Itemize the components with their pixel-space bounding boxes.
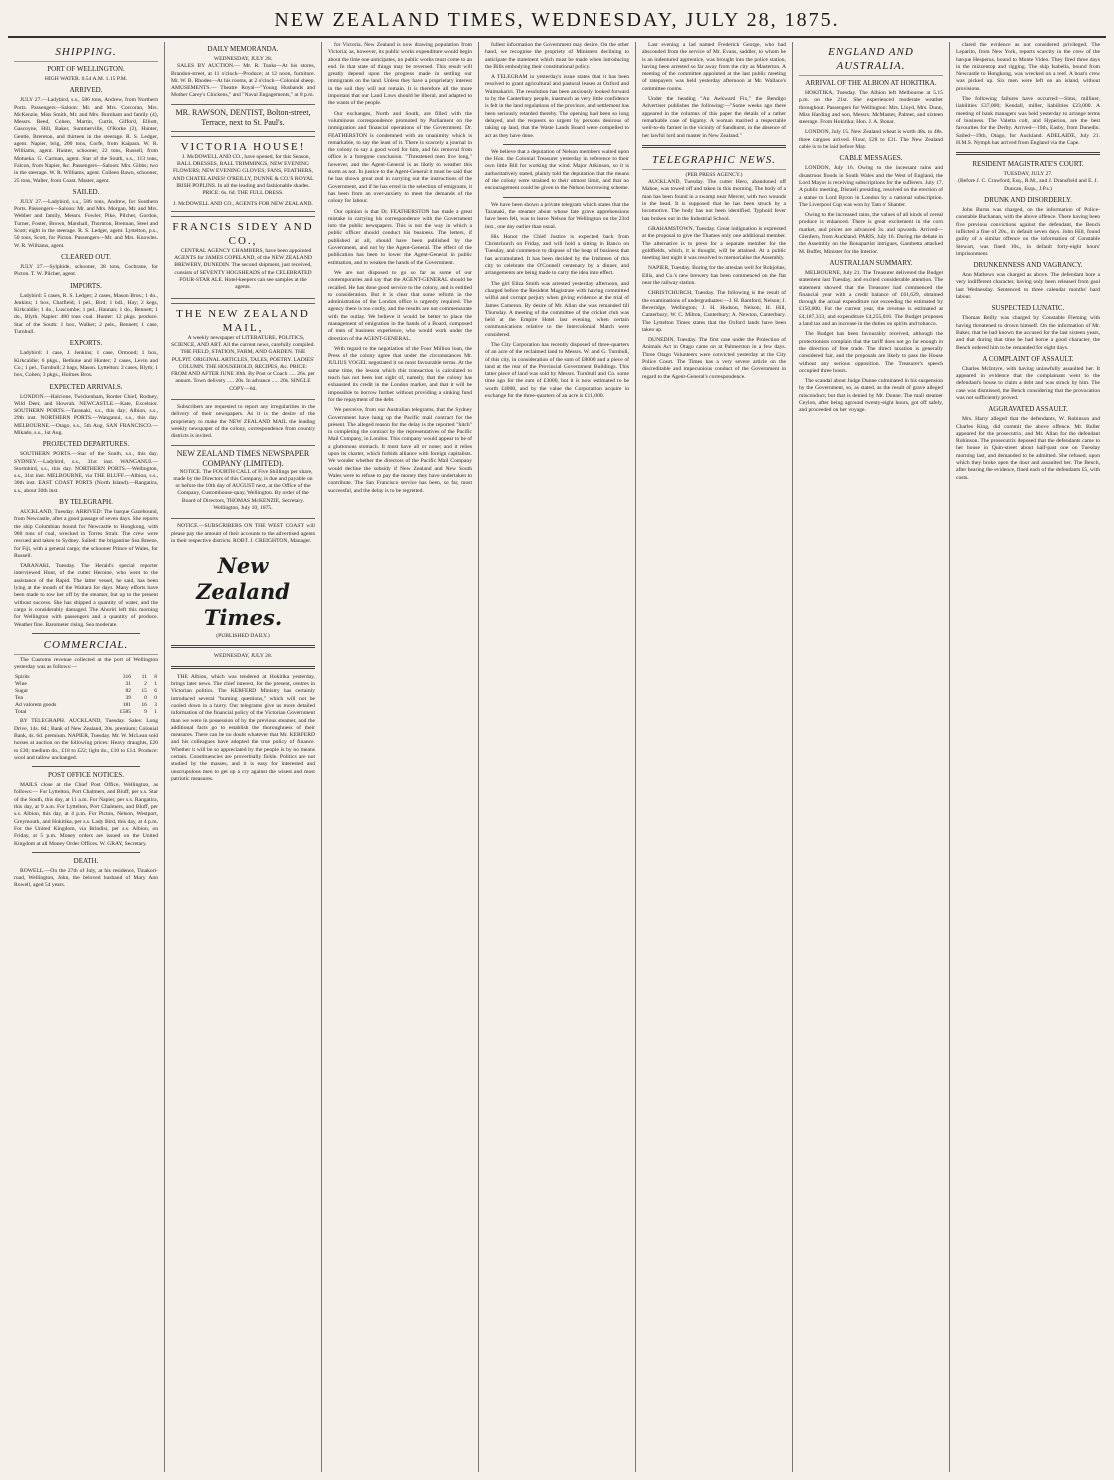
article-paragraph: A TELEGRAM in yesterday's issue states that it has been resolved to grant agricultural and pastoral leases at Oxford and Waimakariri. The resolution has been anxiously looked forward to by the Canterbury people, inasmuch as very little confidence is felt in the land regulations of the province, and settlement has been seriously retarded thereby. The opening had been so long delayed, and the requests so urgent by persons desirous of taking up land, that the Waste Lands Board were compelled to act as they have done. [485,74,629,139]
article-paragraph: Our opinion is that Dr. FEATHERSTON has made a great mistake in carrying his correspondence with the Government into the public newspapers. This is not the way in which a public officer should conduct his business. The letters, if published at all, should have been published by the Government, and not by the Agent-General. The effect of the publication has been to lower the Agent-General in public estimation, and to weaken the hands of the Government. [328,208,472,266]
press-agency: (PER PRESS AGENCY.) [685,171,743,178]
customs-amount: 316 [122,674,132,681]
article-paragraph: for Victoria. New Zealand is now drawing population from Victoria; as, however, its public works expenditure would begin about the time one anticipates, no public works must come to an end. In that state of things may be reversed. This result will greatly depend upon the progress made in settling our immigrants on the land. Unless they have a proprietary interest in the soil they will not remain. It is therefore all the more important that our Land Laws should be liberal, and adapted to the wants of the people. [328,42,472,107]
imports-text: Ladybird: 5 cases, R. S. Ledger; 2 cases, Mason Bros.; 1 do., Jenkins; 1 box, Chatfield; 1 pel., Bird; 1 bdl., Hay; 2 kegs, Kirkcaldie; 1 do., Luscombe; 1 pel., Hannan; 1 do., Bennett; 1 do., Blyth. Napier: 480 tons coal. Hunter: 12 pkgs. produce. Star of the South: 1 box, Walker; 2 pels., Bennett; 1 case, Turnbull. [14,292,158,336]
column-7 [950,42,1106,1472]
vagrancy-subheading: DRUNKENNESS AND VAGRANCY. [973,261,1083,270]
customs-row [14,695,158,702]
lunatic-subheading: SUSPECTED LUNATIC. [991,304,1065,313]
article-paragraph: John Burns was charged, on the information of Police-constable Buchanan, with the above offence. There having been five previous convictions against the defendant, the Bench inflicted a fine of 20s., in default seven days. John Hill, found guilty of a similar offence on the information of Constable Stewart, was fined 10s., in default forty-eight hours' imprisonment. [956,207,1100,257]
article-paragraph: DUNEDIN, Tuesday. The first case under the Protection of Animals Act in Otago came on at Palmerston in a few days. Three Otago Volunteers were convicted yesterday at the City Police Court. The Times has a very severe article on the discreditable and impecunious conduct of the Government in regard to the Agent-General's correspondence. [642,337,786,380]
customs-table [14,674,158,716]
column-4 [479,42,636,1472]
article-paragraph: Our exchanges, North and South, are filled with the voluminous correspondence promoted by Parliament on the immigration and financial operations of the Government. Dr. FEATHERSTON is condemned with an unanimity which is remarkable, to say the least of it. There is scarcely a journal in the colony to say a good word for him, and his removal from office is a foregone conclusion. "Threatened men live long," however, and the Agent-General is as likely to weather this storm as not. In justice to the Agent-General it must be said that he has shown great zeal in carrying out the instructions of the Government, and if he has erred in the selection of emigrants, it has been from an over-anxiety to meet the demands of the colony for labour. [328,110,472,205]
cleared-heading: CLEARED OUT. [61,252,111,261]
exports-heading: EXPORTS. [69,339,103,348]
article-paragraph: MELBOURNE, July 21. The Treasurer delivered the Budget statement last Tuesday, and excited considerable attention. The statement showed that the Treasurer had commenced the financial year with a credit balance of £61,629, obtained through the actual expenditure not exceeding the estimated by £150,000. For the current year, the revenue is estimated at £4,187,313, and expenditure £4,255,016. The Budget proposes a land tax and an increase in the duties on spirits and tobacco. [799,269,943,328]
sailed-heading: SAILED. [72,187,100,196]
article-paragraph: clared the evidence as not considered privileged. The Leparito, from New York, reports scarcity in the crew of the barque Hesperus, bound to Monte Video. They fired three days in the mizzentop and rigging. The ship Isabella, bound from Newcastle to Hongkong, was wrecked on a reef. A boat's crew was picked up. Six men were left on an island, without provisions. [956,42,1100,92]
article-paragraph: The City Corporation has recently disposed of three-quarters of an acre of the reclaimed land to Messrs. W. and G. Turnbull, of this city, in consideration of the sum of £8000 and a piece of land at the rear of the Provincial Government Buildings. This latter piece of land was sold by Messrs. Turnbull and Co. some time ago for the sum of £3000, but it is now estimated to be worth £4000, and by the value the Corporation acquire in exchange for the three-quarters of an acre is £11,000. [485,341,629,400]
article-paragraph: LONDON, July 16. Owing to the incessant rains and disastrous floods in South Wales and the West of England, the Lord Mayor is receiving subscriptions for the sufferers. July 17. A public meeting, Disraeli presiding, resolved on the erection of a statue to Lord Byron in London by a national subscription. The Liverpool Cup was won by Tam o' Shanter. [799,165,943,208]
imports-heading: IMPORTS. [70,281,102,290]
double-rule [642,145,786,148]
telegraph-text: AUCKLAND, Tuesday. ARRIVED: The barque Gazehound, from Newcastle, after a good passage of seven days. She reports the ship Columbian bound for Newcastle to Hongkong, with 900 tons of coal, wrecked in Torres Strait. The crew were rescued and taken to Sydney. Sailed: the brigantine Sea Breeze, for Fiji, with a general cargo; the schooner Prince of Wales, for Russell. [14,509,158,559]
expected-heading: EXPECTED ARRIVALS. [49,382,123,391]
divider [32,852,140,853]
court-date: TUESDAY, JULY 27. [1003,171,1053,178]
company-ad [171,445,315,520]
memoranda-text: SALES BY AUCTION.— Mr. R. Tonks—At his stores, Brandon-street, at 11 o'clock—Produce; at 12 noon, furniture. Mr. W. B. Rhodes—At his rooms, at 2 o'clock—Colonial sheep. AMUSEMENTS.— Theatre Royal—"Young Husbands and Mother Carey's Chickens," and "Naval Engagements," at 8 p.m. [171,63,315,99]
article-paragraph: We believe that a deputation of Nelson members waited upon the Hon. the Colonial Treasurer yesterday in reference to their own little Bill for working the wind. Major Atkinson, so it is authoritatively stated, plainly told the deputation that the means of the colony were strained to their utmost limit, and that no encouragement could be given to the Nelson borrowing scheme. [485,148,629,192]
leader-date: WEDNESDAY, JULY 28. [213,653,273,660]
article-paragraph: The Budget has been favourably received, although the protectionists complain that the tariff does not go far enough in the direction of free trade. The direct taxation is generally considered fair, and the proposals are likely to pass the House without any serious opposition. The Treasurer's speech occupied three hours. [799,331,943,374]
exports-text: Ladybird: 1 case, J. Jenkins; 1 case, Ormond; 1 box, Kirkcaldie; 6 pkgs., Bethune and Hunter; 2 cases, Levin and Co.; 1 pel., Turnbull; 2 bags, Mason. Lyttelton: 2 cases, Blyth; 1 box, Cohen; 3 pkgs., Holmes Bros. [14,350,158,379]
customs-amount: 3 [154,702,157,709]
west-coast-notice: NOTICE.—SUBSCRIBERS ON THE WEST COAST will please pay the amount of their accounts to the advertised agents in their respective districts. ROBT. J. CREIGHTON, Manager. [171,523,315,544]
customs-amount: 82 [125,688,132,695]
dentist-ad-text: MR. RAWSON, DENTIST, Bolton-street, Terrace, next to St. Paul's. [175,107,311,127]
sidey-ad [171,216,315,299]
customs-row [14,681,158,688]
cable-heading: CABLE MESSAGES. [839,154,903,163]
subscriber-notice: Subscribers are requested to report any irregularities in the delivery of their newspapers. As it is the desire of the proprietary to make the NEW ZEALAND MAIL the leading weekly newspaper of the colony, correspondence from country districts is invited. [171,404,315,440]
shipping-heading: SHIPPING. [14,45,158,62]
customs-amount: 0 [144,695,147,702]
high-water: HIGH WATER. 0.54 A.M. 1.15 P.M. [44,76,128,82]
article-paragraph: Under the heading "An Awkward Fix," the Bendigo Advertiser publishes the following:—"Some weeks ago there appeared in the columns of this paper the details of a rather remarkable case of bigamy. A woman married a respectable well-to-do farmer in the vicinity of Sandhurst, in the absence of her lawful lord and master in New Zealand." [642,96,786,139]
customs-amount: 15 [141,688,147,695]
article-paragraph: The following failures have occurred:—Sims, milliner, liabilities £37,000; Kendall, miller, liabilities £23,000. A meeting of bank managers was held yesterday to arrange terms of business. The Valetta colt, and Hyperion, are the best favourites for the Derby. Arrived—19th, Easby, from Dunedin. Sailed—19th, Otago, for Auckland. ADELAIDE, July 21. H.M.S. Nymph has arrived from England via the Cape. [956,96,1100,146]
commercial-intro: The Customs revenue collected at the port of Wellington yesterday was as follows:— [14,656,158,671]
victoria-house-title: VICTORIA HOUSE! [180,140,306,153]
article-paragraph: Owing to the increased rains, the values of all kinds of cereal produce is enhanced. There is great excitement in the corn market, and prices are advanced 3s. and upwards. Arrived—Glenfern, from Auckland. PARIS, July 16. During the debate in the Assembly on the Bonapartist intrigues, Gambetta attacked M. Buffet, Minister for the Interior. [799,212,943,255]
article-paragraph: His Honor the Chief Justice is expected back from Christchurch on Friday, and will hold a sitting in Banco on Tuesday, and commence to dispose of the heap of business that has accumulated. It has been decided by the Irishmen of this city to celebrate the O'Connell centenary by a dinner, and arrangements are being made to carry the idea into effect. [485,233,629,277]
customs-item: Sugar [15,688,29,695]
double-rule [171,666,315,669]
column-3 [322,42,479,1472]
double-rule [171,645,315,648]
article-paragraph: Mrs. Harry alleged that the defendants, W. Robinson and Charles King, did commit the above offence. Mr. Buller appeared for the prosecutrix, and Mr. Allan for the defendant Robinson. The prosecutrix deposed that the defendants came to her house in Quin-street about half-past one on Tuesday morning last, and demanded to be admitted. She refused, upon which they broke open the door and assaulted her. The Bench, after hearing the evidence, fined each of the defendants £5, with costs. [956,416,1100,481]
article-paragraph: The girl Eliza Smith was arrested yesterday afternoon, and charged before the Resident Magistrate with having committed wilful and corrupt perjury when giving evidence at the trial of James Cameron. By desire of Mr. Allan she was remanded till Thursday. A meeting of the committee of the cricket club was held at the Empire Hotel last evening, when certain communications relative to the Intercolonial Match were considered. [485,280,629,338]
telegraph-heading: BY TELEGRAPH. [59,498,113,507]
post-text: MAILS close at the Chief Post Office, Wellington, as follows:— For Lyttelton, Port Chalmers, and Bluff, per s.s. Star of the South, this day, at 11 a.m. For Napier, per s.s. Rangatira, this day, at 9 a.m. For Lyttelton, Port Chalmers, and Bluff, per s.s. Albion, this day, at 4 p.m. For Picton, Nelson, Westport, Greymouth, and Hokitika, per s.s. Lady Bird, this day, at 4 p.m. For the United Kingdom, via Brindisi, per s.s. Albion, on Friday, at 5 p.m. Money orders are issued on the United Kingdom at all Money Order Offices. W. GRAY, Secretary. [14,782,158,847]
customs-item: Spirits [15,674,30,681]
commercial-heading: COMMERCIAL. [14,638,158,655]
drunk-subheading: DRUNK AND DISORDERLY. [984,196,1072,205]
article-paragraph: HOKITIKA, Tuesday. The Albion left Melbourne at 5.15 p.m. on the 21st. She experienced moderate weather throughout. Passengers for Wellington: Mrs. Lloyd, Mrs. Dunn, Miss Harding and son, Messrs. McMaster, Palmer, and sixteen steerage. From Hokitika: Hon. J. A. Bonar. [799,90,943,126]
mail-ad [171,303,315,400]
company-title: NEW ZEALAND TIMES NEWSPAPER COMPANY (LIMITED). [176,448,310,468]
customs-amount: 11 [141,674,147,681]
customs-item: Ad valorem goods [15,702,57,709]
column-2 [165,42,322,1472]
albion-subheading: ARRIVAL OF THE ALBION AT HOKITIKA. [805,79,937,87]
customs-amount: 2 [144,681,147,688]
death-text: ROWELL.—On the 27th of July, at his residence, Tinakori-road, Wellington, John, the beloved husband of Mary Ann Rowell, aged 54 years. [14,867,158,889]
customs-amount: 0 [154,695,157,702]
customs-row [14,709,158,716]
customs-amount: 181 [122,702,132,709]
memoranda-heading: DAILY MEMORANDA. [207,45,279,53]
article-paragraph: AUCKLAND, Tuesday. The cutter Hero, abandoned off Mahoe, was towed off and taken in this morning. The body of a man has been found in a swamp near Mercer, with two wounds in the head. It is supposed that he has been struck by a locomotive. The body has not been identified. Typhoid fever has broken out in the Industrial School. [642,179,786,222]
customs-amount: 6 [154,688,157,695]
commercial-text: BY TELEGRAPH. AUCKLAND, Tuesday. Sales: Long Drive, 14s. 6d.; Bank of New Zealand, 20s. premium; Colonial Bank, 4s. 6d. premium. NAPIER, Tuesday. Mr. W. McLean sold horses at auction on the following prices: Heavy draughts, £20 to £30; medium do., £18 to £22; light do., £10 to £14. Produce: wool and tallow unchanged. [14,718,158,761]
aggravated-subheading: AGGRAVATED ASSAULT. [988,405,1068,414]
article-paragraph: With regard to the negotiation of the Four Million loan, the Press of the colony agree that under the circumstances Mr. JULIUS VOGEL negotiated it on most favourable terms. At the same time, the lesson which this transaction is calculated to teach has not been lost sight of, namely, that the colony has exhausted its credit in the London market, and that it will be impossible to borrow further without providing a sinking fund for the repayment of the debt. [328,345,472,403]
leader-text: THE Albion, which was tendered at Hokitika yesterday, brings later news. The chief interest, for the present, centres in Victorian politics. The KERFERD Ministry has certainly introduced several "burning questions," which will not be cooled down in a hurry. Our telegrams give us more detailed information of the financial policy of the Victorian Government than we were in possession of by the previous steamer, and the additional facts go to establish the thoroughness of their measures. There can be no doubt whatever that Mr. KERFERD and his colleagues have adopted the true policy of finance. Whether it will be so appreciated by the people is by no means certain. Constituencies are proverbially fickle. Politics are not studied by the masses, and it is easy for interested and unscrupulous men to get up a cry against the wisest and most patriotic measures. [171,673,315,782]
newspaper-title: New Zealand Times. [196,553,290,631]
sidey-title: FRANCIS SIDEY AND CO., [172,220,314,247]
columns [8,42,1106,1472]
article-paragraph: The scandal about Judge Dunne culminated in his suspension by the Government, so, as stated, as the result of grave alleged misconduct; but that is denied by Mr. Dunne. The mail steamer Ceylon, after being aground twenty-eight hours, got off safely, and proceeded on her voyage. [799,378,943,414]
court-heading: RESIDENT MAGISTRATE'S COURT. [972,160,1084,169]
departures-text: SOUTHERN PORTS.—Star of the South, s.s., this day. SYDNEY.—Ladybird, s.s., 31st inst. WANGANUI.—Stormbird, s.s., this day. NORTHERN PORTS.—Wellington, s.s., 31st inst. MELBOURNE, via THE BLUFF.—Albion, s.s., 30th inst. EAST COAST PORTS (North Island).—Rangatira, s.s., about 30th inst. [14,451,158,494]
published-daily: (PUBLISHED DAILY.) [216,633,270,640]
cleared-text: JULY 27.—Sylphide, schooner, 38 tons, Cochrane, for Picton. T. W. Pilcher, agent. [14,263,158,278]
mail-text: A weekly newspaper of LITERATURE, POLITICS, SCIENCE, AND ART. All the current news, carefully compiled. THE FIELD, STATION, FARM, AND GARDEN. THE PULPIT. ORIGINAL ARTICLES, TALES, POETRY. LADIES' COLUMN. THE HOUSEHOLD, RECIPES, &c. PRICE: FROM AND AFTER JUNE 30th. By Post or Coach ..... 26s. per annum. Town delivery ..... 20s. In advance ..... 20s. SINGLE COPY—6d. [171,334,315,392]
victoria-house-text: J. McDOWELL AND CO., have opened, for this Season, BALL DRESSES, BALL TRIMMINGS, NEW EVENING FLOWERS; NEW EVENING GLOVES; FANS, FEATHERS, AND CHATELAINES! O'REILLY, DUNNE & CO.'S ROYAL IRISH POPLINS. In all the leading and fashionable shades. PRICE: 6s. 6d. THE FULL DRESS. [172,153,314,197]
divider [503,197,611,198]
customs-amount: 9 [144,709,147,716]
memoranda-date: WEDNESDAY, JULY 28. [213,56,273,62]
article-paragraph: fullest information the Government may desire. On the other hand, we recognise the propriety of Ministers declining to anticipate the statement which must be made when introducing the Bills embodying their constitutional policy. [485,42,629,70]
customs-amount: 16 [141,702,147,709]
article-paragraph: NAPIER, Tuesday. Boring for the artesian well for Robjohns, Ellis, and Co.'s new brewery has been commenced on the flat near the railway station. [642,265,786,287]
post-heading: POST OFFICE NOTICES. [48,771,124,780]
victoria-house-signature: J. McDOWELL AND CO., AGENTS FOR NEW ZEALAND. [173,200,313,207]
article-paragraph: We perceive, from our Australian telegrams, that the Sydney Government have hung up the Pacific mail contract for the present. The alleged reason for the delay is the reported "hitch" in completing the contract by the representatives of the Pacific Mail Company, in London. This company would appear to be of a gluttonous stomach. It must have all or none; and it relies upon its charter, which forbids alliance with foreign capitalists. We wonder whether the directors of the Pacific Mail Company would decline the subsidy if New Zealand and New South Wales were to refuse to pay the money they have undertaken to contribute. The San Francisco service has been, so far, most successful, and the delay is to be regretted. [328,407,473,494]
expected-text: LONDON.—Halcione, Twickenham, Border Chief, Rodney, Wild Deer, and Howrah. NEWCASTLE.—Kate, Excelsior. SOUTHERN PORTS.—Taranaki, s.s., this day; Albion, s.s., 29th inst. NORTHERN PORTS.—Wanganui, s.s., this day. MELBOURNE.—Otago, s.s., 5th Aug. SAN FRANCISCO.—Mikado, s.s., 1st Aug. [14,393,158,436]
england-australia-heading: ENGLAND AND AUSTRALIA. [799,45,943,76]
column-6 [793,42,950,1472]
divider [32,766,140,767]
arrived-text: JULY 27.—Ladybird, s.s., 586 tons, Andrew, from Northern Ports. Passengers—Saloon: Mr. and Mrs. Corcoran, Mrs. McKenzie, Miss Smith, Mr. and Mrs. Burnham and family (4), Messrs. Reed, Cohen, Martin, Curtis, Gifford, Elliott, Gascoyne, Hill, Baker, Summerville, O'Rorke (2), Hunter, Gentle, Brereton, and thirteen in the steerage. R. S. Ledger, agent. Napier, brig, 200 tons, Corfe, from Kaipara. W. R. Williams, agent. Hunter, schooner, 22 tons, Russell, from Motueka. G. Carman, agent. Star of the South, s.s., 113 tons, Falcon, from Napier, &c. Passengers—Saloon: Mrs. Gibbs; two in the steerage. W. R. Williams, agent. Colleen Bawn, schooner, 25 tons, Walter, from Coast. Master, agent. [14,97,158,184]
article-paragraph: GRAHAMSTOWN, Tuesday. Great indignation is expressed at the proposal to give the Thames only one additional member. The alternative is to press for a separate member for the goldfields, which, it is thought, will be attained. At a public meeting last night it was resolved to memorialise the Assembly. [642,225,786,262]
mail-title: THE NEW ZEALAND MAIL, [176,307,310,334]
divider [503,144,611,145]
double-rule [956,152,1100,155]
article-paragraph: Last evening a lad named Frederick George, who had absconded from the service of Mr. Evans, saddler, to whom he is an indentured apprentice, was brought into the police station, having been arrested so far away from the city as Masterton. A meeting of the committee appointed at the last public meeting of ratepayers was held yesterday afternoon at Mr. Wallace's committee rooms. [642,42,786,92]
court-bench: (Before J. C. Crawford, Esq., R.M., and J. Dransfield and E. J. Duncan, Esqs., J.P.s.) [958,178,1098,192]
customs-item: Total [15,709,27,716]
customs-row [14,702,158,709]
customs-amount: 39 [125,695,132,702]
article-paragraph: We have been shown a private telegram which states that the Taranaki, the steamer about whose fate grave apprehensions have been felt, was to leave Nelson for Wellington on the 23rd inst., one day earlier than usual. [485,201,629,230]
assault-subheading: A COMPLAINT OF ASSAULT. [982,354,1074,363]
arrived-heading: ARRIVED. [69,86,103,95]
victoria-house-ad [171,136,315,212]
article-paragraph: We are not disposed to go so far as some of our contemporaries and say that the AGENT-GENERAL should be recalled. He has done good service to the colony, and is entitled to consideration. But it is clear that some reform in the administration of the London office is urgently required. The agency there is too costly, and the results are not commensurate with the outlay. We believe it would be better to place the management of emigration in the hands of a Board, composed of men of business experience, who would work under the direction of the AGENT-GENERAL. [328,269,472,342]
customs-amount: 1 [154,709,157,716]
port-heading: PORT OF WELLINGTON. [47,65,125,73]
customs-amount: £585 [119,709,132,716]
page-masthead: NEW ZEALAND TIMES, WEDNESDAY, JULY 28, 1875. [8,6,1106,38]
customs-row [14,674,158,681]
death-heading: DEATH. [73,856,99,865]
departures-heading: PROJECTED DEPARTURES. [42,440,130,449]
customs-amount: 31 [125,681,132,688]
telegraphic-news-heading: TELEGRAPHIC NEWS. [642,153,786,170]
column-1 [8,42,165,1472]
customs-amount: 1 [154,681,157,688]
dentist-ad [171,104,315,132]
australian-summary-heading: AUSTRALIAN SUMMARY. [829,258,913,267]
customs-item: Wine [15,681,27,688]
customs-item: Tea [15,695,23,702]
article-paragraph: Thomas Reilly was charged by Constable Fleming with having threatened to drown himself. On the information of Mr. Baker, that he had known the accused for the last sixteen years, and that during that time he had borne a good character, the Bench ordered him to be remanded for eight days. [956,315,1100,351]
sailed-text: JULY 27.—Ladybird, s.s., 586 tons, Andrew, for Southern Ports. Passengers—Saloon: Mr. and Mrs. Morgan, Mr. and Mrs. Webber and family, Messrs. Fowler, Pike, Pilcher, Gordon, Turner, Foster, Brown, Marshall, Thornton, Brennan, Steel and Scott; eight in the steerage. R. S. Ledger, agent. Lyttelton, p.s., 50 tons, Scott, for Picton. Passengers—Mr. and Mrs. Knowles. W. R. Williams, agent. [14,198,158,249]
column-5 [636,42,793,1472]
article-paragraph: Ann Mathews was charged as above. The defendant bore a very indifferent character, having only been released from gaol last Wednesday. Sentenced to three calendar months' hard labour. [956,272,1100,301]
divider [32,633,140,634]
sidey-text: CENTRAL AGENCY CHAMBERS, have been appointed AGENTS for JAMES COPELAND, of the NEW ZEALAND BREWERY, DUNEDIN. The second shipment, just received, consists of SEVENTY HOGSHEADS of the CELEBRATED FOUR-STAR ALE. Hotel-keepers can see samples at the agents. [174,247,312,291]
company-text: NOTICE. The FOURTH CALL of Five Shillings per share, made by the Directors of this Company, is due and payable on or before the 10th day of AUGUST next, at the Office of the Company, Customhouse-quay, Wellington. By order of the Board of Directors, THOMAS McKENZIE, Secretary. Wellington, July 10, 1875. [173,468,313,511]
article-paragraph: Charles McIntyre, with having unlawfully assaulted her. It appeared in evidence that the complainant went to the defendant's house to claim a debt and was struck by him. The case was dismissed, the Bench considering that the provocation was not sufficiently proved. [956,365,1100,401]
customs-amount: 8 [154,674,157,681]
article-paragraph: LONDON, July 15. New Zealand wheat is worth 48s. to 48s. three cargoes arrived. Flour, £28 to £31. The New Zealand cable is to be laid before May. [799,129,943,151]
customs-row [14,688,158,695]
article-paragraph: CHRISTCHURCH, Tuesday. The following is the result of the examinations of undergraduates:—J. H. Bamford, Nelson; J. Beveridge, Wellington; J. H. Hudson, Nelson; H. Hill, Canterbury; W. C. Milton, Canterbury; A. Newton, Canterbury. The Lyttelton Times states that the Oxford lands have been taken up. [642,290,786,333]
taranaki-text: TARANAKI, Tuesday. The Herald's special reporter interviewed Hunt, of the cutter Heroine, who went to the assistance of the Rapid. The latter vessel, he said, has been lying at the mouth of the Waitara for days. Many efforts have been made to tow her off by the steamer, but up to the present without success. She has shipped a quantity of water, and the cargo is considerably damaged. The Ahuriri left this morning for Wellington with passengers and a quantity of produce. Weather fine. Barometer rising. Sea moderate. [14,563,158,628]
